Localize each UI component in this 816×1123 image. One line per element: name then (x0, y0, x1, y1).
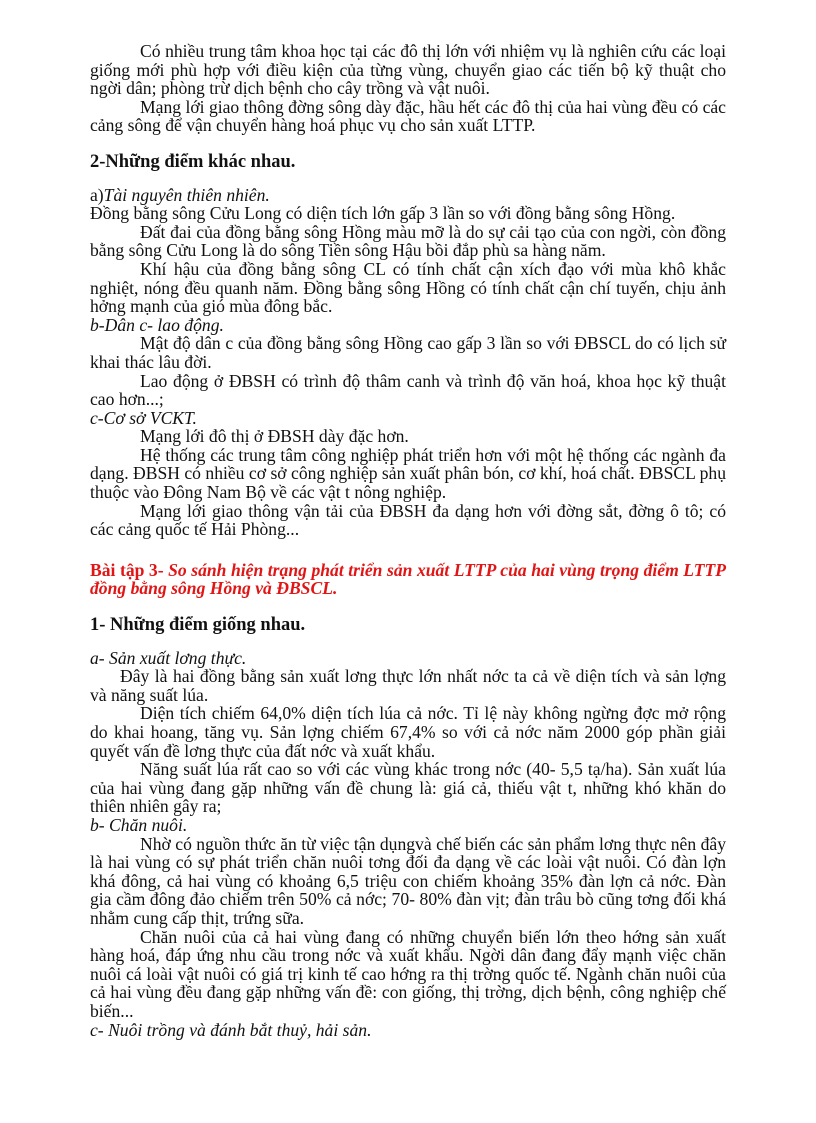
paragraph: Lao động ở ĐBSH có trình độ thâm canh và trình độ văn hoá, khoa học kỹ thuật cao hơn...; (90, 370, 726, 410)
subheading: c-Cơ sở VCKT. (90, 407, 197, 428)
paragraph: Hệ thống các trung tâm công nghiệp phát triển hơn với một hệ thống các ngành đa dạng. ĐBSH có nhiều cơ sở công nghiệp sản xuất phân bón, cơ khí, hoá chất. ĐBSCL phụ thuộc vào Đông Nam Bộ về các vật t nông nghiệp. (90, 444, 726, 503)
subheading: b-Dân c- lao động. (90, 314, 224, 335)
paragraph: Khí hậu của đồng bằng sông CL có tính chất cận xích đạo với mùa khô khắc nghiệt, nóng đều quanh năm. Đồng bằng sông Hồng có tính chất cận chí tuyến, chịu ảnh hởng mạnh của gió mùa đông bắc. (90, 258, 726, 317)
paragraph: Đất đai của đồng bằng sông Hồng màu mỡ là do sự cải tạo của con ngời, còn đồng bằng sông Cửu Long là do sông Tiền sông Hậu bồi đắp phù sa hàng năm. (90, 221, 726, 261)
subheading: c- Nuôi trồng và đánh bắt thuỷ, hải sản. (90, 1019, 372, 1040)
subheading: a- Sản xuất lơng thực. (90, 647, 247, 668)
paragraph: Có nhiều trung tâm khoa học tại các đô thị lớn với nhiệm vụ là nghiên cứu các loại giống mới phù hợp với điều kiện của từng vùng, chuyển giao các tiến bộ kỹ thuật cho ngời dân; phòng trừ dịch bệnh cho cây trồng và vật nuôi. (90, 41, 726, 99)
paragraph: Đồng bằng sông Cửu Long có diện tích lớn gấp 3 lần so với đồng bằng sông Hồng. (90, 203, 676, 224)
section-heading: 2-Những điểm khác nhau. (90, 151, 296, 172)
section-heading: 1- Những điểm giống nhau. (90, 615, 306, 636)
paragraph: Mạng lới đô thị ở ĐBSH dày đặc hơn. (140, 426, 409, 447)
paragraph: Nhờ có nguồn thức ăn từ việc tận dụngvà chế biến các sản phẩm lơng thực nên đây là hai vùng có sự phát triển chăn nuôi tơng đối đa dạng về các loài vật nuôi. Có đàn lợn khá đông, cả hai vùng có khoảng 6,5 triệu con chiếm khoảng 35% đàn lợn cả nớc. Đàn gia cầm đông đảo chiếm trên 50% cả nớc; 70- 80% đàn vịt; đàn trâu bò cũng tơng đối khá nhằm cung cấp thịt, trứng sữa. (90, 833, 726, 928)
paragraph: Mạng lới giao thông đờng sông dày đặc, hầu hết các đô thị của hai vùng đều có các cảng sông để vận chuyển hàng hoá phục vụ cho sản xuất LTTP. (90, 96, 726, 136)
paragraph: Chăn nuôi của cả hai vùng đang có những chuyển biến lớn theo hớng sản xuất hàng hoá, đáp ứng nhu cầu trong nớc và xuất khẩu. Ngời dân đang đẩy mạnh việc chăn nuôi cá loài vật nuôi có giá trị kinh tế cao hớng ra thị trờng quốc tế. Ngành chăn nuôi của cả hai vùng đều đang gặp những vấn đề: con giống, thị trờng, dịch bệnh, công nghiệp chế biến... (90, 926, 726, 1021)
exercise-heading (90, 561, 726, 598)
paragraph: Diện tích chiếm 64,0% diện tích lúa cả nớc. Tỉ lệ này không ngừng đợc mở rộng do khai hoang, tăng vụ. Sản lợng chiếm 67,4% so với cả nớc năm 2000 góp phần giải quyết vấn đề lơng thực của đất nớc và xuất khẩu. (90, 703, 726, 761)
subheading-prefix: a) (90, 184, 104, 205)
paragraph: Đây là hai đồng bằng sản xuất lơng thực lớn nhất nớc ta cả về diện tích và sản lợng và năng suất lúa. (90, 666, 726, 705)
subheading: b- Chăn nuôi. (90, 814, 188, 835)
document-page (90, 42, 726, 1039)
exercise-title: So sánh hiện trạng phát triển sản xuất LTTP của hai vùng trọng điểm LTTP đồng bằng sông Hồng và ĐBSCL. (90, 559, 726, 599)
paragraph: Mạng lới giao thông vận tải của ĐBSH đa dạng hơn với đờng sắt, đờng ô tô; có các cảng quốc tế Hải Phòng... (90, 500, 726, 540)
exercise-label: Bài tập 3- (90, 559, 164, 580)
subheading (90, 186, 726, 205)
subheading-text: Tài nguyên thiên nhiên. (103, 184, 270, 205)
paragraph: Năng suất lúa rất cao so với các vùng khác trong nớc (40- 5,5 tạ/ha). Sản xuất lúa của hai vùng đang gặp những vấn đề chung là: giá cả, thiếu vật t, những khó khăn do thiên nhiên gây ra; (90, 759, 726, 817)
paragraph: Mật độ dân c của đồng bằng sông Hồng cao gấp 3 lần so với ĐBSCL do có lịch sử khai thác lâu đời. (90, 333, 726, 372)
